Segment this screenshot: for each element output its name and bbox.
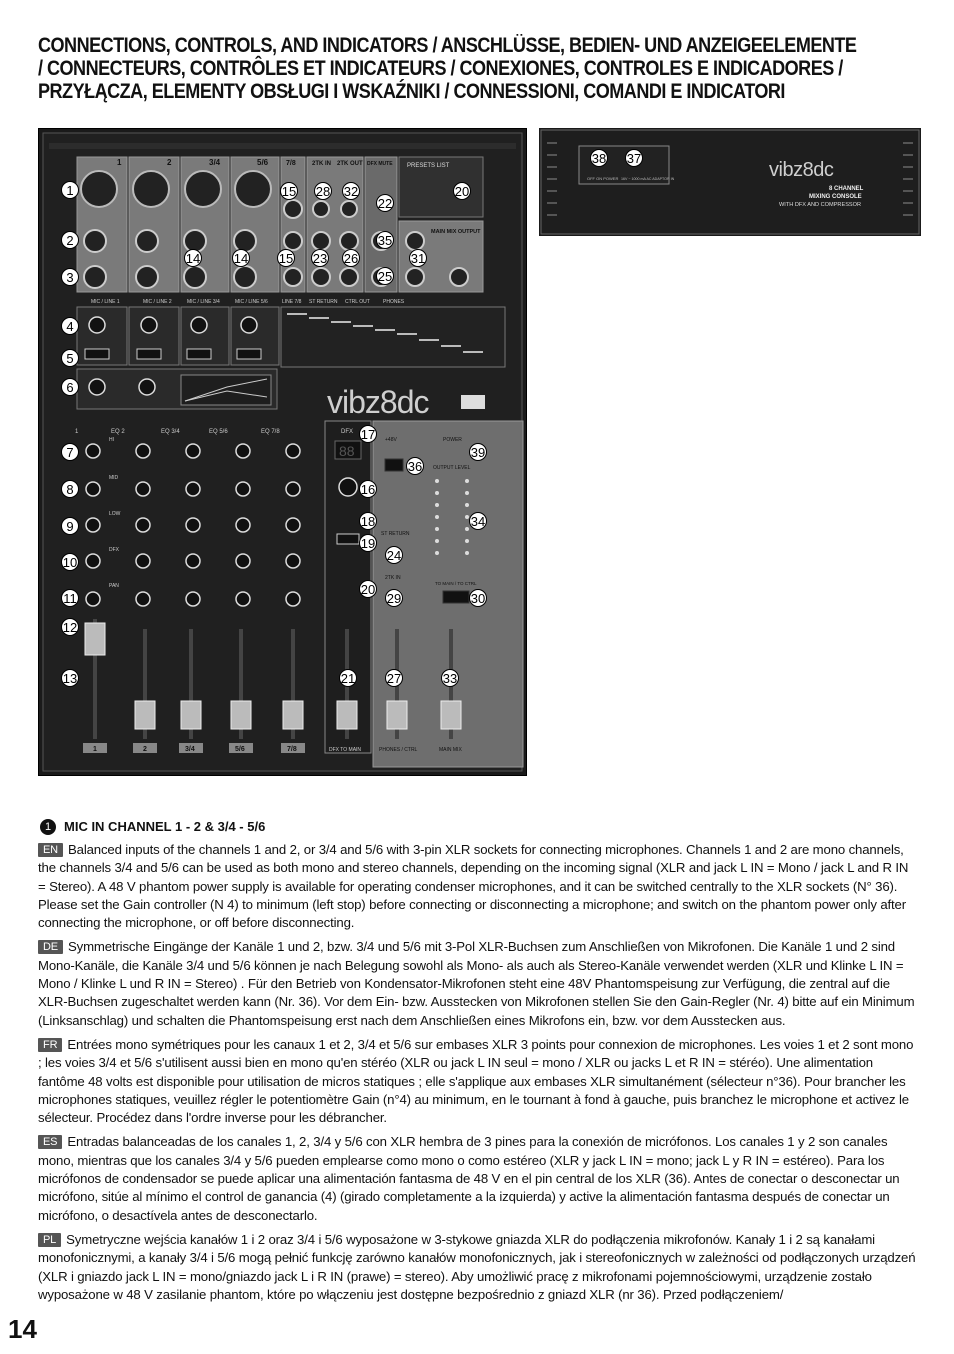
label-presets-list: PRESETS LIST <box>407 163 450 169</box>
callout-26: 26 <box>343 251 359 266</box>
label-7-8: 7/8 <box>286 160 296 167</box>
callout-20a: 20 <box>454 184 470 199</box>
paragraph-en <box>38 841 916 932</box>
row-label-mic-line-2: MIC / LINE 2 <box>143 299 172 305</box>
callout-21: 21 <box>340 671 356 686</box>
page-number: 14 <box>8 1314 37 1344</box>
label-2tk-out: 2TK OUT <box>337 161 363 167</box>
rear-line-3: WITH DFX AND COMPRESSOR <box>779 202 862 208</box>
mixer-rear-panel-illustration <box>539 128 921 236</box>
channel-number-5-6: 5/6 <box>257 158 269 167</box>
mixer-top-panel-illustration <box>38 128 527 776</box>
lang-badge-en: EN <box>38 843 63 857</box>
lang-badge-pl: PL <box>38 1233 61 1247</box>
section-title-text: MIC IN CHANNEL 1 - 2 & 3/4 - 5/6 <box>64 819 266 834</box>
label-dfx-mute: DFX MUTE <box>367 161 393 167</box>
row-label-mic-line-1: MIC / LINE 1 <box>91 299 120 305</box>
paragraph-de <box>38 938 916 1029</box>
callout-8: 8 <box>61 480 79 498</box>
eq-label-5-6: EQ 5/6 <box>209 429 228 435</box>
fader-label-7-8: 7/8 <box>287 746 297 753</box>
callout-2: 2 <box>61 231 79 249</box>
callout-18: 18 <box>360 514 376 529</box>
knob-row-hi: HI <box>109 437 114 443</box>
knob-row-dfx: DFX <box>109 547 119 553</box>
callout-24: 24 <box>386 548 402 563</box>
row-label-ctrl-out: CTRL OUT <box>345 299 370 305</box>
callout-38: 38 <box>591 151 607 166</box>
callout-36: 36 <box>407 459 423 474</box>
row-label-mic-line-5-6: MIC / LINE 5/6 <box>235 299 268 305</box>
section-title <box>40 818 265 836</box>
section-number: 1 <box>40 819 56 835</box>
fader-label-5-6: 5/6 <box>235 746 245 753</box>
heading-line-3: PRZYŁĄCZA, ELEMENTY OBSŁUGI I WSKAŹNIKI / CONNESSIONI, COMANDI E INDICATORI <box>38 80 785 103</box>
callout-16: 16 <box>360 482 376 497</box>
callout-3: 3 <box>61 268 79 286</box>
fader-label-main-mix: MAIN MIX <box>439 747 462 753</box>
label-main-mix-output: MAIN MIX OUTPUT <box>431 229 481 235</box>
fader-label-2: 2 <box>143 746 147 753</box>
callout-4: 4 <box>61 317 79 335</box>
callout-23: 23 <box>312 251 328 266</box>
label-48v: +48V <box>385 437 397 443</box>
eq-label-3-4: EQ 3/4 <box>161 429 180 435</box>
row-label-mic-line-3-4: MIC / LINE 3/4 <box>187 299 220 305</box>
callout-30: 30 <box>470 591 486 606</box>
callout-15a: 15 <box>281 184 297 199</box>
row-label-phones: PHONES <box>383 299 405 305</box>
callout-35: 35 <box>377 233 393 248</box>
fader-label-1: 1 <box>93 746 97 753</box>
row-label-line-7-8: LINE 7/8 <box>282 299 302 305</box>
paragraph-pl-text: Symetryczne wejścia kanałów 1 i 2 oraz 3/4 i 5/6 wyposażone w 3-stykowe gniazda XLR do podłączenia mikrofonów. Kanały 1 i 2 są kanałami monofonicznymi, a kanały 3/4 i 5/6 mogą pełnić funkcję zarówno kanałów monofonicznych, jak i stereofonicznych w zależności od podłączonych urządzeń (XLR i gniazdo jack L IN = mono/gniazdo jack L i R IN (prawe) = stereo). Aby umożliwić pracę z mikrofonami pojemnościowymi, urządzenie zostało wyposażone w 48 V zasilanie phantom, które po włączeniu jest dostępne bezpośrednio z gniazd XLR (nr 36). Przed podłączeniem/ <box>38 1231 916 1302</box>
fader-label-phones-ctrl: PHONES / CTRL <box>379 747 418 753</box>
callout-19: 19 <box>360 536 376 551</box>
mixer-logo: vibz8dc <box>327 384 429 420</box>
rear-model-logo: vibz8dc <box>769 159 834 181</box>
label-st-return: ST RETURN <box>381 531 410 537</box>
callout-11: 11 <box>61 589 79 607</box>
heading-line-2: / CONNECTEURS, CONTRÔLES ET INDICATEURS / CONEXIONES, CONTROLES E INDICADORES / <box>38 57 843 80</box>
fader-label-dfx-to-main: DFX TO MAIN <box>329 747 362 753</box>
eq-label-2: EQ 2 <box>111 429 125 435</box>
callout-31: 31 <box>410 251 426 266</box>
fader-label-3-4: 3/4 <box>185 746 195 753</box>
paragraph-pl <box>38 1231 916 1304</box>
callout-14b: 14 <box>233 251 249 266</box>
callout-10: 10 <box>62 555 78 570</box>
callout-6: 6 <box>61 378 79 396</box>
paragraph-es <box>38 1133 916 1224</box>
lang-badge-es: ES <box>38 1135 62 1149</box>
callout-32: 32 <box>343 184 359 199</box>
callout-28: 28 <box>315 184 331 199</box>
callout-5: 5 <box>61 349 79 367</box>
callout-7: 7 <box>61 443 79 461</box>
row-label-st-return: ST RETURN <box>309 299 338 305</box>
callout-9: 9 <box>61 517 79 535</box>
paragraph-en-text: Balanced inputs of the channels 1 and 2, or 3/4 and 5/6 with 3-pin XLR sockets for connecting microphones. Channels 1 and 2 are mono channels, the channels 3/4 and 5/6 can be used as both mono and stereo channels, depending on the incoming signal (XLR and jack L IN = Mono / jack L and R IN = Stereo). A 48 V phantom power supply is available for operating condenser microphones, and it can be switched centrally to the XLR sockets (N° 36). Please set the Gain controller (N 4) to minimum (left stop) before connecting or disconnecting a microphone; and switch on the phantom power only after connecting the microphone, or off before disconnecting. <box>38 842 909 931</box>
callout-33: 33 <box>442 671 458 686</box>
dfx-display: 88 <box>339 443 355 459</box>
callout-22: 22 <box>377 196 393 211</box>
eq-label-1: 1 <box>75 429 79 435</box>
callout-12: 12 <box>62 620 78 635</box>
rear-line-1: 8 CHANNEL <box>829 186 864 192</box>
description-paragraphs <box>38 841 916 1310</box>
heading-line-1: CONNECTIONS, CONTROLS, AND INDICATORS / ANSCHLÜSSE, BEDIEN- UND ANZEIGEELEMENTE <box>38 34 857 57</box>
knob-row-pan: PAN <box>109 583 119 589</box>
callout-29: 29 <box>386 591 402 606</box>
label-output-level: OUTPUT LEVEL <box>433 465 471 471</box>
callout-20b: 20 <box>360 582 376 597</box>
callout-27: 27 <box>386 671 402 686</box>
lang-badge-de: DE <box>38 940 63 954</box>
callout-15b: 15 <box>278 251 294 266</box>
callout-13: 13 <box>62 671 78 686</box>
knob-row-mid: MID <box>109 475 119 481</box>
knob-row-low: LOW <box>109 511 121 517</box>
label-to-main-ctrl: TO MAIN / TO CTRL <box>435 581 477 586</box>
lang-badge-fr: FR <box>38 1038 62 1052</box>
rear-adaptor-label: 16V ~ 1000 mA AC ADAPTOR IN <box>621 177 675 181</box>
paragraph-es-text: Entradas balanceadas de los canales 1, 2, 3/4 y 5/6 con XLR hembra de 3 pines para la conexión de micrófonos. Los canales 1 y 2 son canales mono, mientras que los canales 3/4 y 5/6 pueden emplearse como mono o como estéreo (XLR y jack L IN = mono; jack L y R IN = estéreo). Para los micrófonos de condensador se puede aplicar una alimentación fantasma de 48 V en el pin central de los XLR (36). Antes de conectar o desconectar un micrófono, sitúe al mínimo el control de ganancia (4) (girado completamente a la izquierda) y active la alimentación fantasma después de conectar un micrófono, o desactívela antes de desconectarlo. <box>38 1134 900 1223</box>
channel-number-3-4: 3/4 <box>209 158 221 167</box>
label-power: POWER <box>443 437 462 443</box>
channel-number-1: 1 <box>117 158 122 167</box>
callout-37: 37 <box>626 151 642 166</box>
rear-switch-labels: OFF ON POWER <box>587 176 619 181</box>
dfx-label: DFX <box>341 429 353 435</box>
paragraph-fr-text: Entrées mono symétriques pour les canaux 1 et 2, 3/4 et 5/6 sur embases XLR 3 points pour connexion de microphones. Les voies 1 et 2 sont mono ; les voies 3/4 et 5/6 s'utilisent aussi bien en mono qu'en stéréo (XLR ou jack L IN seul = mono / XLR ou jacks L et R IN = stéréo). Une alimentation fantôme 48 volts est disponible pour utilisation de micros statiques ; elle s'applique aux embases XLR simultanément (sélecteur n°36). Pour brancher les microphones statiques, veuillez régler le potentiomètre Gain (n°4) au minimum, en le tournant à fond à gauche, puis branchez le microphone et activez le sélecteur. Procédez dans l'ordre inverse pour les débrancher. <box>38 1036 914 1126</box>
paragraph-de-text: Symmetrische Eingänge der Kanäle 1 und 2, bzw. 3/4 und 5/6 mit 3-Pol XLR-Buchsen zum Anschließen von Mikrofonen. Die Kanäle 1 und 2 sind Mono-Kanäle, die Kanäle 3/4 und 5/6 können je nach Belegung sowohl als Mono- als auch als Stereo-Kanäle verwendet werden (XLR und Klinke L IN = Mono / Klinke L und R IN = Stereo) . Für den Betrieb von Kondensator-Mikrofonen steht eine 48V Phantomspeisung zur Verfügung, die zentral auf die XLR-Buchsen zugeschaltet werden kann (Nr. 36). Vor dem Ein- bzw. Ausstecken von Mikrofonen stellen Sie den Gain-Regler (Nr. 4) bitte auf ein Minimum (Linksanschlag) und schalten die Phantomspeisung erst nach dem Anschließen eines Mikrofons ein, bzw. vor dem Ausstecken aus. <box>38 939 915 1028</box>
callout-39: 39 <box>470 445 486 460</box>
channel-number-2: 2 <box>167 158 172 167</box>
label-2tk-in-right: 2TK IN <box>385 575 401 581</box>
page-heading <box>38 34 915 103</box>
eq-label-7-8: EQ 7/8 <box>261 429 280 435</box>
callout-17: 17 <box>360 427 376 442</box>
callout-34: 34 <box>470 514 486 529</box>
callout-1: 1 <box>61 181 79 199</box>
callout-25: 25 <box>377 269 393 284</box>
rear-drawing <box>539 128 921 236</box>
paragraph-fr <box>38 1036 916 1127</box>
label-2tk-in: 2TK IN <box>312 161 332 167</box>
callout-14a: 14 <box>185 251 201 266</box>
rear-line-2: MIXING CONSOLE <box>809 194 862 200</box>
